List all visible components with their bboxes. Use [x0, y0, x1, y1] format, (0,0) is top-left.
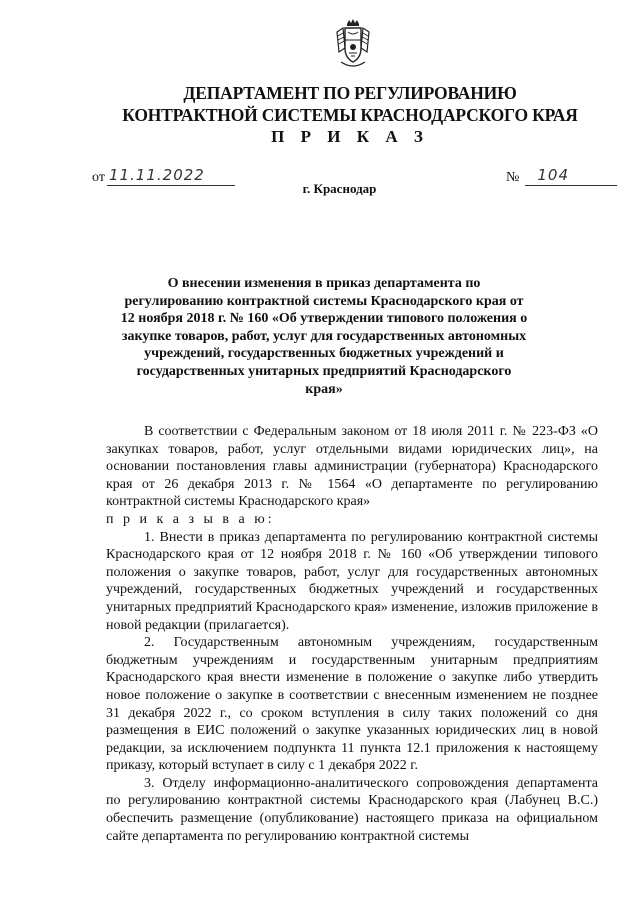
item-paragraph-2: 2. Государственным автономным учреждениям, государственным бюджетным учреждениям и государственным унитарным предприятиям Краснодарского края внести изменение в положение о закупке либо утвердить новое положение о закупке в соответствии с внесенным изменением не позднее 31 декабря 2022 г., со сроком вступления в силу таких положений со дня размещения в ЕИС положений о закупке указанных юридических лиц в новой редакции, за исключением подпункта 11 пункта 12.1 приложения к настоящему приказу, который вступает в силу с 1 декабря 2022 г. — [106, 635, 598, 774]
item-paragraph-1: 1. Внести в приказ департамента по регулированию контрактной системы Краснодарского края от 12 ноября 2018 г. № 160 «Об утверждении типового положения о закупке товаров, работ, услуг для государственных автономных учреждений, государственных бюджетных учреждений и государственных унитарных предприятий Краснодарского края» изменение, изложив приложение в новой редакции (прилагается). — [106, 529, 598, 633]
document-body — [106, 423, 598, 845]
date-prefix: от — [92, 170, 105, 185]
department-title-line2: КОНТРАКТНОЙ СИСТЕМЫ КРАСНОДАРСКОГО КРАЯ — [122, 105, 578, 125]
number-prefix: № — [506, 170, 520, 185]
coat-of-arms-icon — [331, 18, 375, 70]
document-heading: О внесении изменения в приказ департамента по регулированию контрактной системы Краснодарского края от 12 ноября 2018 г. № 160 «Об утверждении типового положения о закупке товаров, работ, услуг для государственных автономных учреждений, государственных бюджетных учреждений и государственных унитарных предприятий Краснодарского края» — [120, 276, 528, 397]
preamble-paragraph: В соответствии с Федеральным законом от 18 июля 2011 г. № 223-ФЗ «О закупках товаров, работ, услуг отдельными видами юридических лиц», на основании постановления главы администрации (губернатора) Краснодарского края от 26 декабря 2013 г. № 1564 «О департаменте по регулированию контрактной системы Краснодарского края» — [106, 424, 598, 510]
order-label: П Р И К А З — [271, 127, 429, 146]
number-value: 104 — [525, 166, 617, 186]
city: г. Краснодар — [302, 181, 377, 196]
date-value: 11.11.2022 — [107, 166, 235, 186]
department-title — [60, 82, 639, 126]
item-paragraph-3: 3. Отделу информационно-аналитического сопровождения департамента по регулированию контрактной системы Краснодарского края (Лабунец В.С.) обеспечить размещение (опубликование) настоящего приказа на официальном сайте департамента по регулированию контрактной системы — [106, 775, 598, 844]
command-phrase: п р и к а з ы в а ю: — [106, 511, 275, 527]
department-title-line1: ДЕПАРТАМЕНТ ПО РЕГУЛИРОВАНИЮ — [183, 83, 517, 103]
